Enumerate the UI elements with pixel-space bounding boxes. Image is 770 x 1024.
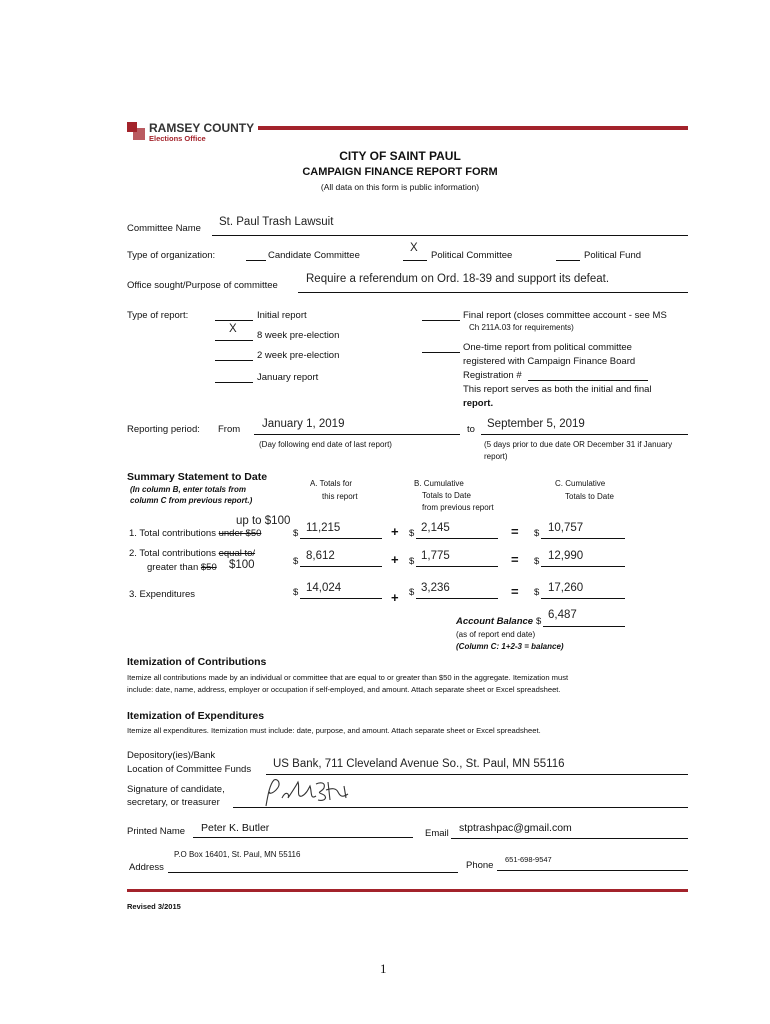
registration-line[interactable] [528,380,648,381]
row1-plus: + [391,524,399,539]
row2-label-b-text: greater than [147,562,199,573]
row1-c-dollar: $ [534,528,540,539]
printed-name-label: Printed Name [127,826,186,837]
candidate-checkbox-line[interactable] [246,260,266,261]
email-field[interactable]: stptrashpac@gmail.com [459,822,572,834]
contrib-itemization-text-1: Itemize all contributions made by an individual or committee that are equal to or greater than $50 in the aggregate. Itemization must [127,673,569,682]
row3-equals: = [511,584,519,599]
row2-a-value[interactable]: 8,612 [306,550,335,562]
balance-dollar: $ [536,616,542,627]
row2-struck-b-text: $50 [200,562,217,573]
january-label: January report [257,372,319,383]
balance-value[interactable]: 6,487 [548,609,577,621]
header-rule [258,126,688,130]
final-report-line[interactable] [422,320,460,321]
row1-handwritten-note: up to $100 [236,515,291,527]
initial-report-line[interactable] [215,320,253,321]
row1-struck-text: under $50 [218,528,262,539]
signature-label-2: secretary, or treasurer [127,797,220,808]
row2-label-text: 2. Total contributions [129,548,216,559]
political-committee-mark: X [410,242,418,254]
balance-label: Account Balance [456,616,534,627]
phone-label: Phone [466,860,494,871]
row2-label [129,548,255,559]
exp-itemization-text: Itemize all expenditures. Itemization must include: date, purpose, and amount. Attach separate sheet or Excel spreadsheet. [127,726,541,735]
row1-label [129,528,261,539]
page-number: 1 [380,961,387,976]
purpose-field[interactable]: Require a referendum on Ord. 18-39 and support its defeat. [306,273,610,285]
to-date-line [481,434,688,435]
purpose-line [298,292,688,293]
row2-c-dollar: $ [534,556,540,567]
address-field[interactable]: P.O Box 16401, St. Paul, MN 55116 [174,850,301,859]
political-committee-label: Political Committee [431,250,513,261]
serves-note-2: report. [463,398,494,409]
row2-b-value[interactable]: 1,775 [421,550,450,562]
row1-a-value[interactable]: 11,215 [306,522,341,534]
depository-field[interactable]: US Bank, 711 Cleveland Avenue So., St. Paul, MN 55116 [273,758,565,770]
committee-name-label: Committee Name [127,223,201,234]
serves-note-1: This report serves as both the initial and final [463,384,652,395]
depository-line [266,774,688,775]
period-from-label: From [218,424,241,435]
row3-plus: + [391,590,399,605]
row2-label-b [147,562,217,573]
email-label: Email [425,828,449,839]
depository-label-2: Location of Committee Funds [127,764,252,775]
political-checkbox-line[interactable] [403,260,427,261]
exp-itemization-title: Itemization of Expenditures [127,710,265,722]
row3-b-line [416,598,498,599]
to-date-note-2: report) [484,452,508,461]
row1-b-dollar: $ [409,528,415,539]
row2-a-line [300,566,382,567]
row3-c-value[interactable]: 17,260 [548,582,584,594]
col-c-header-2: Totals to Date [565,492,614,501]
col-a-header-2: this report [322,492,358,501]
row2-equals: = [511,552,519,567]
printed-name-field[interactable]: Peter K. Butler [201,822,270,834]
report-type-label: Type of report: [127,310,189,321]
to-date-note-1: (5 days prior to due date OR December 31 if January [484,440,673,449]
final-report-label: Final report (closes committee account - see MS [463,310,667,321]
purpose-label: Office sought/Purpose of committee [127,280,278,291]
week2-label: 2 week pre-election [257,350,340,361]
revision-note: Revised 3/2015 [127,902,181,911]
week8-mark: X [229,323,237,335]
row2-b-line [416,566,498,567]
signature-label-1: Signature of candidate, [127,784,225,795]
balance-note-2: (Column C: 1+2-3 = balance) [456,642,564,651]
row2-plus: + [391,552,399,567]
form-title: CAMPAIGN FINANCE REPORT FORM [302,166,498,178]
balance-note-1: (as of report end date) [456,630,536,639]
row3-a-value[interactable]: 14,024 [306,582,342,594]
summary-instr-1: (In column B, enter totals from [130,485,247,494]
row3-b-dollar: $ [409,587,415,598]
candidate-committee-label: Candidate Committee [268,250,360,261]
contrib-itemization-title: Itemization of Contributions [127,656,267,668]
col-c-header-1: C. Cumulative [555,479,606,488]
summary-title: Summary Statement to Date [127,471,268,483]
row3-c-line [541,598,625,599]
january-line[interactable] [215,382,253,383]
initial-report-label: Initial report [257,310,307,321]
row1-b-line [416,538,498,539]
logo-org-name: RAMSEY COUNTY [149,121,255,135]
email-line [451,838,688,839]
row2-handwritten-note: $100 [229,559,255,571]
logo-office-name: Elections Office [149,134,206,143]
col-b-header-1: B. Cumulative [414,479,464,488]
row1-a-dollar: $ [293,528,299,539]
period-to-label: to [467,424,475,435]
col-a-header-1: A. Totals for [310,479,353,488]
onetime-line[interactable] [422,352,460,353]
logo-mark-icon [127,122,145,140]
committee-name-field[interactable]: St. Paul Trash Lawsuit [219,216,334,228]
col-b-header-3: from previous report [422,503,494,512]
balance-line [543,626,625,627]
row2-struck-text: equal to/ [218,548,256,559]
political-fund-label: Political Fund [584,250,642,261]
city-title: CITY OF SAINT PAUL [339,149,461,163]
row1-c-value[interactable]: 10,757 [548,522,584,534]
final-report-note: Ch 211A.03 for requirements) [469,323,574,332]
row3-a-dollar: $ [293,587,299,598]
row3-b-value[interactable]: 3,236 [421,582,450,594]
row1-b-value[interactable]: 2,145 [421,522,450,534]
summary-instr-2: column C from previous report.) [130,496,253,505]
week8-line[interactable] [215,340,253,341]
footer-rule [127,889,688,892]
address-label: Address [129,862,164,873]
row2-c-line [541,566,625,567]
depository-label-1: Depository(ies)/Bank [127,750,216,761]
col-b-header-2: Totals to Date [422,491,471,500]
period-label: Reporting period: [127,424,200,435]
registration-label: Registration # [463,370,522,381]
printed-name-line [193,837,413,838]
handwritten-signature[interactable] [260,776,360,810]
onetime-label-2: registered with Campaign Finance Board [463,356,636,367]
org-type-label: Type of organization: [127,250,216,261]
phone-field[interactable]: 651-698-9547 [505,855,552,864]
from-date-field[interactable]: January 1, 2019 [262,418,345,430]
onetime-label-1: One-time report from political committee [463,342,632,353]
public-info-note: (All data on this form is public information) [320,182,480,192]
row1-label-text: 1. Total contributions [129,528,216,539]
row1-c-line [541,538,625,539]
week8-label: 8 week pre-election [257,330,340,341]
row2-c-value[interactable]: 12,990 [548,550,584,562]
row2-a-dollar: $ [293,556,299,567]
to-date-field[interactable]: September 5, 2019 [487,418,585,430]
contrib-itemization-text-2: include: date, name, address, employer or occupation if self-employed, and amount. Attach separate sheet or Excel spreadsheet. [127,685,561,694]
row1-equals: = [511,524,519,539]
row1-a-line [300,538,382,539]
row2-b-dollar: $ [409,556,415,567]
row3-a-line [300,598,382,599]
fund-checkbox-line[interactable] [556,260,580,261]
address-line [168,872,458,873]
committee-name-line [212,235,688,236]
from-date-line [254,434,460,435]
phone-line [497,870,688,871]
row3-c-dollar: $ [534,587,540,598]
from-date-note: (Day following end date of last report) [259,440,392,449]
row3-label: 3. Expenditures [129,589,196,600]
week2-line[interactable] [215,360,253,361]
ramsey-county-logo [127,121,267,143]
